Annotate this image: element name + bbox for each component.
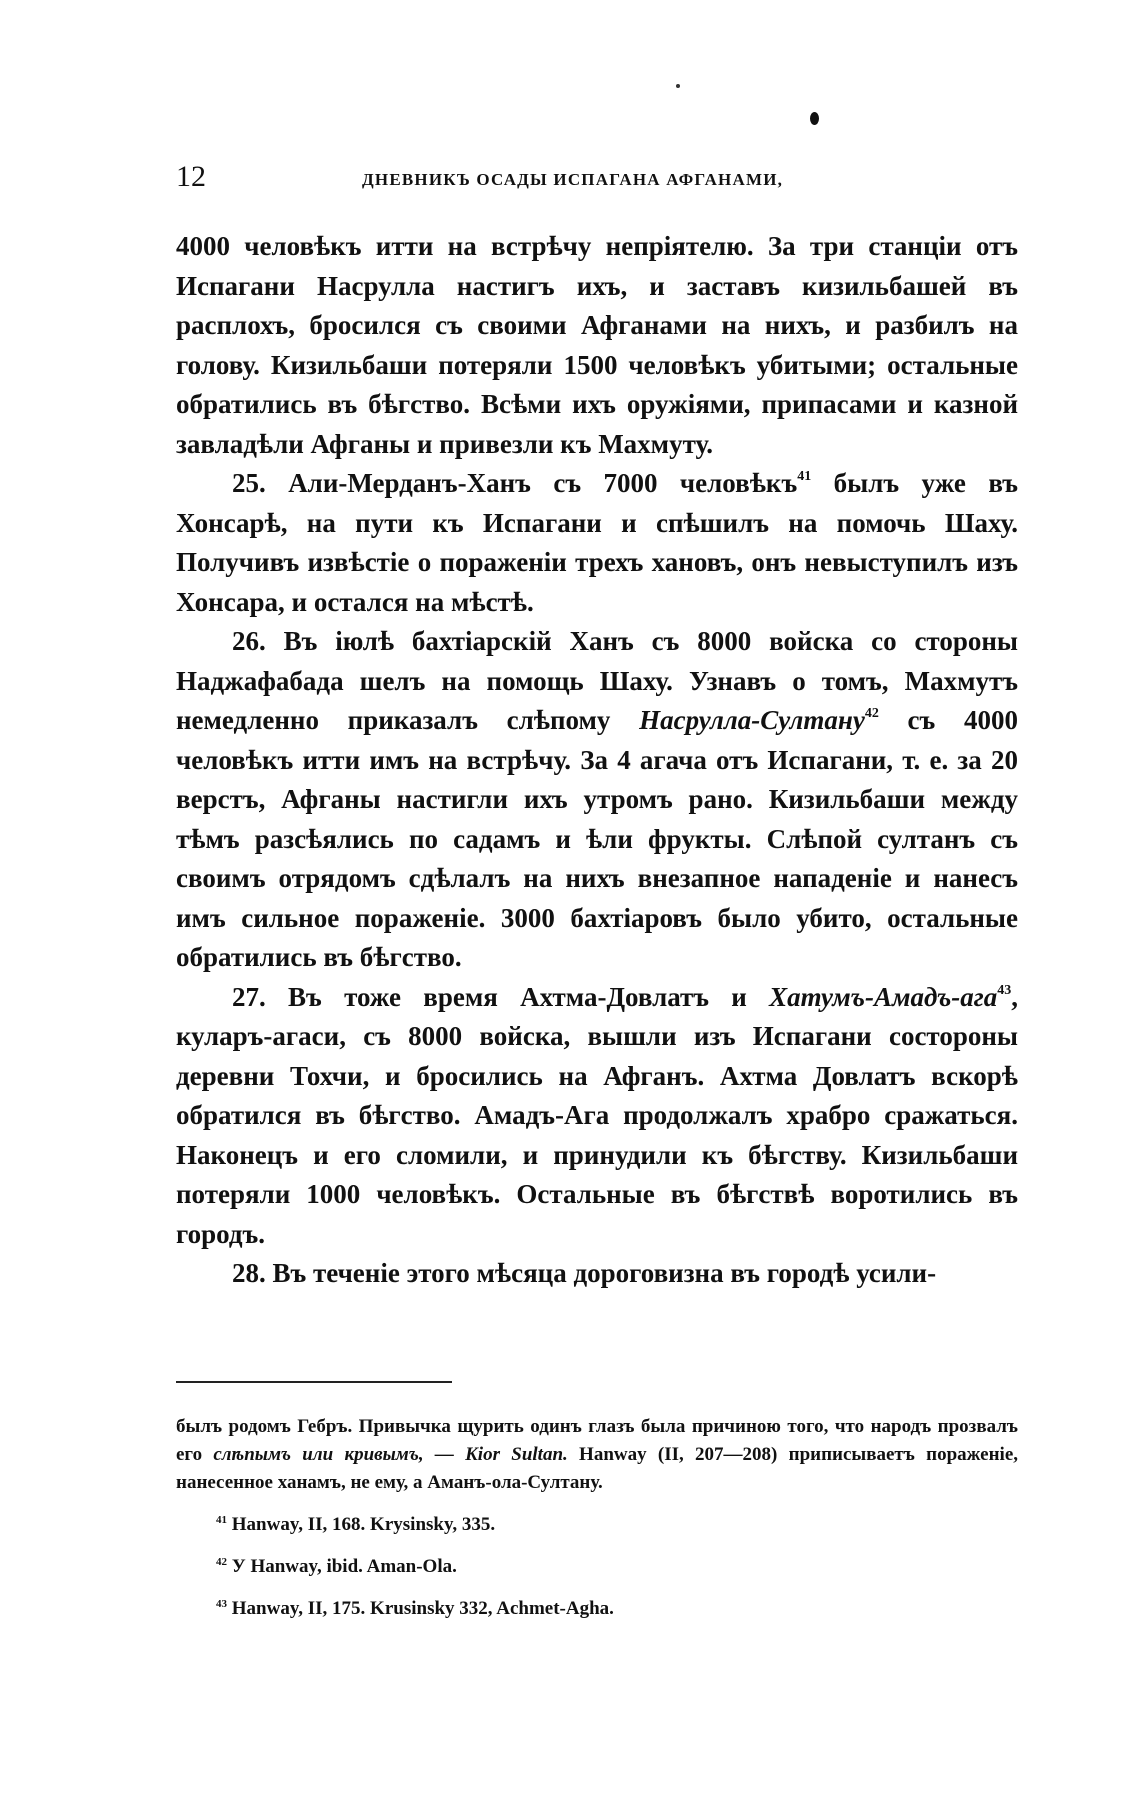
paragraph-text: 27. Въ тоже время Ахтма-Довлатъ и (232, 981, 770, 1012)
footnote-ref[interactable]: 41 (797, 469, 812, 484)
print-speck (676, 84, 680, 88)
italic-name: Хатумъ-Амадъ-ага (769, 981, 998, 1012)
paragraph-text: 28. Въ теченіе этого мѣсяца дороговизна въ городѣ усили- (232, 1258, 937, 1288)
paragraph-28 (176, 1254, 1018, 1294)
running-title: ДНЕВНИКЪ ОСАДЫ ИСПАГАНА АФГАНАМИ, (362, 170, 784, 189)
paragraph-text: 4000 человѣкъ итти на встрѣчу непріятелю. За три станціи отъ Испагани Насрулла настигъ ихъ, и заставъ кизильбашей въ расплохъ, бросился съ своими Афганами на нихъ, и разбилъ на голову. Кизильбаши потеряли 1500 человѣкъ убитыми; остальные обратились въ бѣгство. Всѣми ихъ оружіями, припасами и казной завладѣли Афганы и привезли къ Махмуту. (176, 231, 1018, 459)
paragraph-25 (176, 464, 1018, 622)
footnote-41 (176, 1511, 1018, 1539)
footnote-text: У Hanway, ibid. Aman-Ola. (227, 1556, 457, 1577)
page-header (176, 160, 1018, 200)
footnote-rule (176, 1381, 452, 1383)
footnote-text: Hanway, II, 175. Krusinsky 332, Achmet-Agha. (227, 1598, 614, 1619)
paragraph-text: 26. Въ іюлѣ бахтіарскій Ханъ съ 8000 войска со стороны Наджафабада шелъ на помощь Шаху. Узнавъ о томъ, Махмутъ немедленно приказалъ слѣпому (176, 626, 1018, 735)
paragraph-26 (176, 622, 1018, 978)
ink-blot (810, 112, 819, 125)
paragraph (176, 227, 1018, 464)
footnote-ref[interactable]: 43 (997, 982, 1012, 998)
footnote-italic: слѣпымъ или кривымъ, — Kior Sultan. (213, 1444, 568, 1465)
paragraph-27 (176, 978, 1018, 1255)
paragraph-text: съ 4000 человѣкъ итти имъ на встрѣчу. За 4 агача отъ Испагани, т. е. за 20 верстъ, Афганы настигли ихъ утромъ рано. Кизильбаши между тѣмъ разсѣялись по садамъ и ѣли фрукты. Слѣпой султанъ съ своимъ отрядомъ сдѣлалъ на нихъ внезапное нападеніе и нанесъ имъ сильное пораженіе. 3000 бахтіаровъ было убито, остальные обратились въ бѣгство. (176, 705, 1018, 972)
footnote-mark: 43 (216, 1598, 227, 1610)
footnote-text: Hanway (II, 207—208) приписываетъ пораженіе, нанесенное ханамъ, не ему, а Аманъ-ола-Султану. (176, 1444, 1018, 1493)
paragraph-text: , куларъ-агаси, съ 8000 войска, вышли изъ Испагани состороны деревни Тохчи, и бросились на Афганъ. Ахтма Довлатъ вскорѣ обратился въ бѣгство. Амадъ-Ага продолжалъ храбро сражаться. Наконецъ и его сломили, и принудили къ бѣгству. Кизильбаши потеряли 1000 человѣкъ. Остальные въ бѣгствѣ воротились въ городъ. (176, 981, 1018, 1249)
paragraph-text: былъ уже въ Хонсарѣ, на пути къ Испагани и спѣшилъ на помочь Шаху. Получивъ извѣстіе о пораженіи трехъ хановъ, онъ невыступилъ изъ Хонсара, и остался на мѣстѣ. (176, 468, 1018, 617)
paragraph-text: 25. Али-Мерданъ-Ханъ съ 7000 человѣкъ (232, 468, 798, 498)
footnote-ref[interactable]: 42 (864, 706, 879, 721)
page-number: 12 (176, 160, 206, 193)
footnote-mark: 41 (216, 1514, 227, 1526)
italic-name: Насрулла-Султану (639, 705, 865, 735)
footnotes (176, 1413, 1018, 1623)
footnote-text: Hanway, II, 168. Krysinsky, 335. (227, 1514, 496, 1535)
footnote-text: былъ родомъ Гебръ. Привычка щурить одинъ глазъ была причиною того, что народъ прозвалъ его (176, 1416, 1018, 1465)
footnote-mark: 42 (216, 1556, 227, 1568)
footnote-42 (176, 1553, 1018, 1581)
footnote-continuation (176, 1413, 1018, 1497)
main-text (176, 227, 1018, 1294)
footnote-43 (176, 1595, 1018, 1623)
